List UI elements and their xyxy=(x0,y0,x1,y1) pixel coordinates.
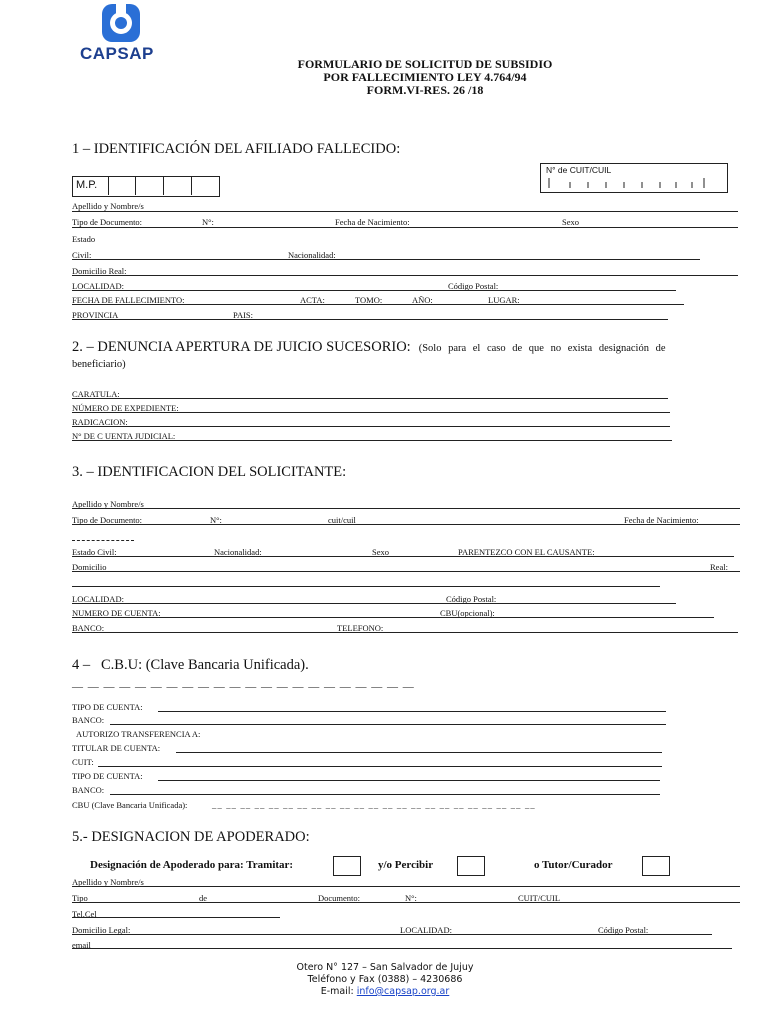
section-2-title: 2. – DENUNCIA APERTURA DE JUICIO SUCESORIO: xyxy=(72,339,411,355)
header-line-2: POR FALLECIMIENTO LEY 4.764/94 xyxy=(323,70,527,84)
s1-provincia-label: PROVINCIA xyxy=(72,310,119,320)
s2-cuenta-label: N° DE C UENTA JUDICIAL: xyxy=(72,431,176,441)
s3-tipo-doc-label: Tipo de Documento: xyxy=(72,515,143,525)
s4-tipo-cuenta-line[interactable] xyxy=(158,711,666,712)
section-2-note: (Solo para el caso de que no exista designación de xyxy=(418,343,666,354)
s5-documento-label: Documento: xyxy=(318,893,361,903)
s2-caratula-line[interactable] xyxy=(72,398,668,399)
s1-domicilio-label: Domicilio Real: xyxy=(72,266,127,276)
s5-cp-label: Código Postal: xyxy=(598,925,649,935)
s3-nro-label: N°: xyxy=(210,515,222,525)
s1-tomo-label: TOMO: xyxy=(355,295,383,305)
s3-apellido-label: Apellido y Nombre/s xyxy=(72,499,144,509)
s4-banco-label: BANCO: xyxy=(72,715,105,725)
capsap-logo xyxy=(72,0,172,68)
s4-banco-line[interactable] xyxy=(110,724,666,725)
s4-tipo-cuenta-2-line[interactable] xyxy=(158,780,660,781)
s4-tipo-cuenta-label: TIPO DE CUENTA: xyxy=(72,702,143,712)
s3-localidad-line[interactable] xyxy=(72,603,676,604)
s5-domicilio-line[interactable] xyxy=(72,934,712,935)
s5-de-label: de xyxy=(199,893,208,903)
s3-estado-line[interactable] xyxy=(72,556,734,557)
s1-estado-label: Estado xyxy=(72,234,96,244)
s3-cp-label: Código Postal: xyxy=(446,594,497,604)
section-3-title: 3. – IDENTIFICACION DEL SOLICITANTE: xyxy=(72,464,347,480)
s3-domicilio-label: Domicilio xyxy=(72,562,107,572)
s4-cbu-label: CBU (Clave Bancaria Unificada): xyxy=(72,800,188,810)
s3-sexo-label: Sexo xyxy=(372,547,389,557)
s4-cuit-line[interactable] xyxy=(98,766,662,767)
s3-domicilio-line[interactable] xyxy=(72,571,740,572)
s1-nacionalidad-label: Nacionalidad: xyxy=(288,250,336,260)
s3-extra-line[interactable] xyxy=(72,540,134,541)
s4-titular-line[interactable] xyxy=(176,752,662,753)
s4-cuit-label: CUIT: xyxy=(72,757,94,767)
s1-apellido-label: Apellido y Nombre/s xyxy=(72,201,144,211)
s5-tipo-label: Tipo xyxy=(72,893,88,903)
mp-divider xyxy=(135,176,136,195)
s1-tipo-doc-label: Tipo de Documento: xyxy=(72,217,143,227)
s5-tipo-line[interactable] xyxy=(72,902,740,903)
s5-apellido-label: Apellido y Nombre/s xyxy=(72,877,144,887)
s1-fecha-line[interactable] xyxy=(72,304,684,305)
s2-caratula-label: CARATULA: xyxy=(72,389,120,399)
mp-divider xyxy=(163,176,164,195)
footer-phone: Teléfono y Fax (0388) – 4230686 xyxy=(307,974,463,985)
s1-cp-label: Código Postal: xyxy=(448,281,499,291)
footer-email-link[interactable]: info@capsap.org.ar xyxy=(356,986,450,997)
section-4-title: 4 – C.B.U: (Clave Bancaria Unificada). xyxy=(72,657,309,673)
s1-civil-line[interactable] xyxy=(72,259,700,260)
s1-apellido-line[interactable] xyxy=(72,211,738,212)
s1-fecha-nac-label: Fecha de Nacimiento: xyxy=(335,217,410,227)
header-line-3: FORM.VI-RES. 26 /18 xyxy=(366,83,484,97)
s3-cuit-label: cuit/cuil xyxy=(328,515,356,525)
s3-localidad-label: LOCALIDAD: xyxy=(72,594,124,604)
s2-cuenta-line[interactable] xyxy=(72,440,672,441)
s1-domicilio-line[interactable] xyxy=(72,275,738,276)
s4-cbu-dashes[interactable]: __ __ __ __ __ __ __ __ __ __ __ __ __ __ __ __ __ __ __ __ __ __ __ xyxy=(212,800,536,810)
s5-cuit-label: CUIT/CUIL xyxy=(518,893,561,903)
tutor-checkbox[interactable] xyxy=(642,856,670,876)
s1-lugar-label: LUGAR: xyxy=(488,295,520,305)
s5-nro-label: N°: xyxy=(405,893,417,903)
s4-banco-2-label: BANCO: xyxy=(72,785,105,795)
s1-provincia-line[interactable] xyxy=(72,319,668,320)
footer-email-label: E-mail: xyxy=(320,986,354,997)
section-1-title: 1 – IDENTIFICACIÓN DEL AFILIADO FALLECIDO: xyxy=(72,141,401,157)
footer-email-row xyxy=(0,986,770,998)
s1-acta-label: ACTA: xyxy=(300,295,325,305)
s1-civil-label: Civil: xyxy=(72,250,92,260)
form-header xyxy=(230,58,620,97)
s5-domicilio-label: Domicilio Legal: xyxy=(72,925,131,935)
mp-label: M.P. xyxy=(76,179,98,191)
s5-email-label: email xyxy=(72,940,91,950)
header-line-1: FORMULARIO DE SOLICITUD DE SUBSIDIO xyxy=(297,57,553,71)
s1-tipo-line[interactable] xyxy=(72,227,738,228)
section-2-note-2: beneficiario) xyxy=(72,359,126,370)
footer xyxy=(0,962,770,998)
s5-localidad-label: LOCALIDAD: xyxy=(400,925,452,935)
s3-nacionalidad-label: Nacionalidad: xyxy=(214,547,262,557)
s5-designacion-label: Designación de Apoderado para: Tramitar: xyxy=(90,859,294,871)
s2-expediente-line[interactable] xyxy=(72,412,670,413)
s1-fecha-fall-label: FECHA DE FALLECIMIENTO: xyxy=(72,295,185,305)
s3-fecha-nac-label: Fecha de Nacimiento: xyxy=(624,515,699,525)
logo-text: CAPSAP xyxy=(80,44,154,63)
s5-email-line[interactable] xyxy=(72,948,732,949)
s4-banco-2-line[interactable] xyxy=(110,794,660,795)
s4-autorizo-label: AUTORIZO TRANSFERENCIA A: xyxy=(76,729,201,739)
s5-tutor-label: o Tutor/Curador xyxy=(534,859,613,871)
s5-apellido-line[interactable] xyxy=(72,886,740,887)
s1-sexo-label: Sexo xyxy=(562,217,579,227)
cbu-dash-boxes[interactable]: — — — — — — — — — — — — — — — — — — — — — — xyxy=(72,681,415,693)
s3-telefono-label: TELEFONO: xyxy=(337,623,384,633)
cuit-label: N° de CUIT/CUIL xyxy=(546,165,612,175)
s3-tipo-line[interactable] xyxy=(72,524,740,525)
s3-real-label: Real: xyxy=(710,562,728,572)
s3-cbu-label: CBU(opcional): xyxy=(440,608,495,618)
s1-pais-label: PAIS: xyxy=(233,310,254,320)
footer-address: Otero N° 127 – San Salvador de Jujuy xyxy=(296,962,474,973)
s5-percibir-label: y/o Percibir xyxy=(378,859,434,871)
s3-cuenta-line[interactable] xyxy=(72,617,714,618)
s2-radicacion-label: RADICACION: xyxy=(72,417,128,427)
s1-localidad-line[interactable] xyxy=(72,290,676,291)
s2-radicacion-line[interactable] xyxy=(72,426,670,427)
s4-titular-label: TITULAR DE CUENTA: xyxy=(72,743,161,753)
capsap-logo-icon xyxy=(72,0,172,44)
s1-localidad-label: LOCALIDAD: xyxy=(72,281,124,291)
s3-apellido-line[interactable] xyxy=(72,508,740,509)
cuit-tick-marks xyxy=(548,176,718,190)
s2-expediente-label: NÚMERO DE EXPEDIENTE: xyxy=(72,403,179,413)
tramitar-checkbox[interactable] xyxy=(333,856,361,876)
mp-divider xyxy=(108,176,109,195)
percibir-checkbox[interactable] xyxy=(457,856,485,876)
s3-banco-line[interactable] xyxy=(72,632,738,633)
s3-estado-label: Estado Civil: xyxy=(72,547,117,557)
s3-banco-label: BANCO: xyxy=(72,623,105,633)
s5-tel-label: Tel.Cel xyxy=(72,909,97,919)
s1-nro-label: N°: xyxy=(202,217,214,227)
section-2-heading xyxy=(72,338,666,356)
s5-tel-line[interactable] xyxy=(72,917,280,918)
s1-anio-label: AÑO: xyxy=(412,295,433,305)
s3-numero-cuenta-label: NUMERO DE CUENTA: xyxy=(72,608,161,618)
s3-domicilio-line-2[interactable] xyxy=(72,586,660,587)
s3-parentezco-label: PARENTEZCO CON EL CAUSANTE: xyxy=(458,547,595,557)
section-5-title: 5.- DESIGNACION DE APODERADO: xyxy=(72,829,310,845)
s4-tipo-cuenta-2-label: TIPO DE CUENTA: xyxy=(72,771,143,781)
mp-divider xyxy=(191,176,192,195)
